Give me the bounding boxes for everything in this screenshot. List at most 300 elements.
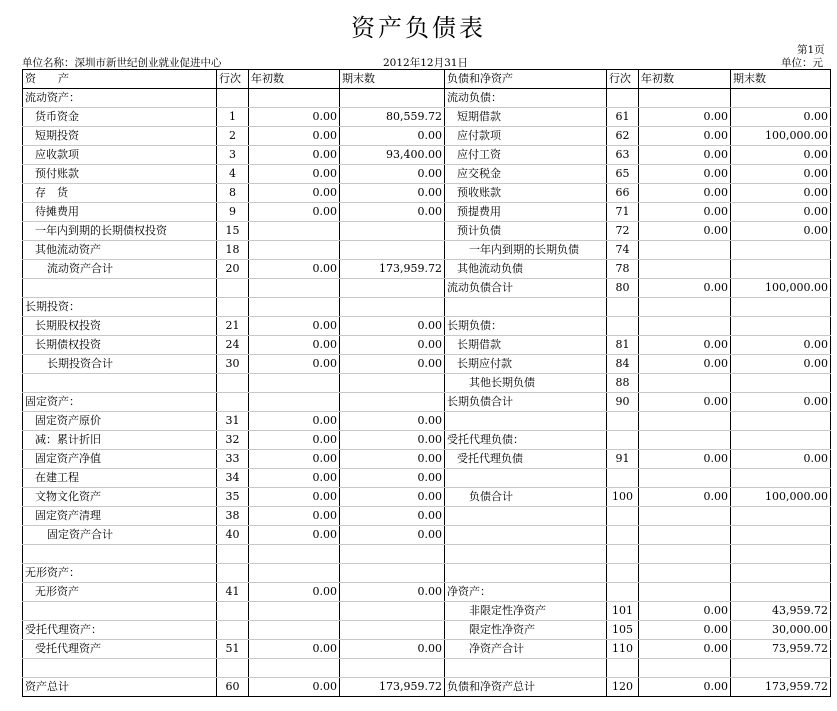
asset-row-no	[217, 564, 249, 583]
header-row-no-right: 行次	[607, 70, 639, 89]
table-header-row	[23, 70, 831, 89]
table-row	[23, 659, 831, 678]
table-row	[23, 640, 831, 659]
liability-begin: 0.00	[639, 108, 731, 127]
asset-end: 0.00	[340, 640, 445, 659]
asset-begin	[249, 564, 340, 583]
asset-begin: 0.00	[249, 184, 340, 203]
asset-end: 173,959.72	[340, 678, 445, 697]
page-number: 第1页	[797, 44, 825, 56]
asset-row-no	[217, 374, 249, 393]
table-row	[23, 279, 831, 298]
asset-row-no: 9	[217, 203, 249, 222]
header-end: 期末数	[340, 70, 445, 89]
asset-row-no: 21	[217, 317, 249, 336]
asset-begin: 0.00	[249, 431, 340, 450]
liability-end: 0.00	[731, 146, 831, 165]
asset-name: 长期投资：	[23, 298, 217, 317]
table-row	[23, 165, 831, 184]
liability-name: 一年内到期的长期负债	[445, 241, 607, 260]
asset-name: 无形资产	[23, 583, 217, 602]
asset-name: 货币资金	[23, 108, 217, 127]
asset-name: 一年内到期的长期债权投资	[23, 222, 217, 241]
asset-begin	[249, 621, 340, 640]
header-liability: 负债和净资产	[445, 70, 607, 89]
asset-name: 流动资产合计	[23, 260, 217, 279]
report-title: 资产负债表	[351, 14, 486, 42]
liability-name: 净资产合计	[445, 640, 607, 659]
asset-row-no	[217, 659, 249, 678]
liability-begin: 0.00	[639, 165, 731, 184]
table-row	[23, 108, 831, 127]
liability-begin: 0.00	[639, 203, 731, 222]
liability-name: 长期应付款	[445, 355, 607, 374]
table-row	[23, 241, 831, 260]
liability-end: 0.00	[731, 336, 831, 355]
liability-end: 0.00	[731, 450, 831, 469]
asset-end: 0.00	[340, 526, 445, 545]
asset-row-no: 1	[217, 108, 249, 127]
asset-row-no: 51	[217, 640, 249, 659]
asset-end: 173,959.72	[340, 260, 445, 279]
asset-begin: 0.00	[249, 203, 340, 222]
liability-begin	[639, 298, 731, 317]
liability-name: 流动负债：	[445, 89, 607, 108]
asset-begin: 0.00	[249, 317, 340, 336]
asset-begin: 0.00	[249, 583, 340, 602]
header-begin: 年初数	[249, 70, 340, 89]
asset-begin	[249, 393, 340, 412]
liability-row-no: 84	[607, 355, 639, 374]
asset-begin: 0.00	[249, 488, 340, 507]
asset-end: 93,400.00	[340, 146, 445, 165]
balance-sheet-table	[22, 69, 831, 697]
liability-end: 30,000.00	[731, 621, 831, 640]
liability-begin: 0.00	[639, 184, 731, 203]
table-row	[23, 260, 831, 279]
table-row	[23, 450, 831, 469]
table-row	[23, 222, 831, 241]
liability-begin: 0.00	[639, 602, 731, 621]
liability-begin: 0.00	[639, 336, 731, 355]
liability-begin: 0.00	[639, 621, 731, 640]
liability-end	[731, 317, 831, 336]
asset-row-no: 4	[217, 165, 249, 184]
asset-begin	[249, 298, 340, 317]
asset-name: 长期债权投资	[23, 336, 217, 355]
liability-row-no	[607, 469, 639, 488]
liability-begin	[639, 469, 731, 488]
asset-end: 0.00	[340, 469, 445, 488]
asset-end	[340, 545, 445, 564]
asset-row-no: 24	[217, 336, 249, 355]
liability-row-no: 78	[607, 260, 639, 279]
liability-row-no	[607, 659, 639, 678]
table-row	[23, 298, 831, 317]
asset-end: 0.00	[340, 412, 445, 431]
asset-row-no	[217, 545, 249, 564]
liability-begin	[639, 526, 731, 545]
liability-end	[731, 659, 831, 678]
asset-end: 80,559.72	[340, 108, 445, 127]
liability-begin: 0.00	[639, 222, 731, 241]
asset-begin: 0.00	[249, 127, 340, 146]
liability-row-no: 81	[607, 336, 639, 355]
asset-row-no: 60	[217, 678, 249, 697]
asset-begin: 0.00	[249, 412, 340, 431]
liability-row-no: 90	[607, 393, 639, 412]
asset-end: 0.00	[340, 507, 445, 526]
asset-begin	[249, 659, 340, 678]
asset-name	[23, 374, 217, 393]
liability-name: 短期借款	[445, 108, 607, 127]
asset-end	[340, 89, 445, 108]
liability-begin: 0.00	[639, 678, 731, 697]
asset-row-no: 40	[217, 526, 249, 545]
liability-begin	[639, 431, 731, 450]
liability-name: 负债和净资产总计	[445, 678, 607, 697]
liability-row-no: 100	[607, 488, 639, 507]
asset-name: 预付账款	[23, 165, 217, 184]
asset-name	[23, 279, 217, 298]
asset-row-no	[217, 279, 249, 298]
liability-name: 预提费用	[445, 203, 607, 222]
asset-name: 长期投资合计	[23, 355, 217, 374]
liability-end: 0.00	[731, 203, 831, 222]
liability-end: 100,000.00	[731, 488, 831, 507]
asset-name: 流动资产：	[23, 89, 217, 108]
asset-begin	[249, 279, 340, 298]
asset-row-no: 32	[217, 431, 249, 450]
asset-name	[23, 602, 217, 621]
table-row	[23, 526, 831, 545]
asset-row-no: 20	[217, 260, 249, 279]
liability-row-no	[607, 545, 639, 564]
liability-name	[445, 545, 607, 564]
asset-end	[340, 279, 445, 298]
header-row-no: 行次	[217, 70, 249, 89]
liability-end	[731, 431, 831, 450]
liability-end: 0.00	[731, 222, 831, 241]
table-row	[23, 431, 831, 450]
table-row	[23, 545, 831, 564]
liability-row-no: 66	[607, 184, 639, 203]
liability-begin	[639, 583, 731, 602]
asset-name: 固定资产：	[23, 393, 217, 412]
liability-end: 73,959.72	[731, 640, 831, 659]
liability-end: 0.00	[731, 393, 831, 412]
asset-end: 0.00	[340, 583, 445, 602]
liability-name: 应交税金	[445, 165, 607, 184]
liability-end	[731, 564, 831, 583]
liability-name: 非限定性净资产	[445, 602, 607, 621]
report-date: 2012年12月31日	[383, 57, 468, 69]
liability-end	[731, 412, 831, 431]
asset-name: 固定资产合计	[23, 526, 217, 545]
liability-row-no: 62	[607, 127, 639, 146]
asset-end: 0.00	[340, 450, 445, 469]
asset-begin	[249, 241, 340, 260]
liability-row-no	[607, 564, 639, 583]
liability-end: 0.00	[731, 355, 831, 374]
liability-end: 100,000.00	[731, 279, 831, 298]
asset-begin	[249, 374, 340, 393]
asset-row-no: 15	[217, 222, 249, 241]
liability-name	[445, 526, 607, 545]
liability-begin	[639, 564, 731, 583]
liability-begin: 0.00	[639, 393, 731, 412]
liability-row-no: 101	[607, 602, 639, 621]
table-row	[23, 602, 831, 621]
liability-name: 长期负债合计	[445, 393, 607, 412]
liability-row-no: 88	[607, 374, 639, 393]
asset-begin: 0.00	[249, 450, 340, 469]
table-row	[23, 564, 831, 583]
table-row	[23, 146, 831, 165]
liability-begin: 0.00	[639, 450, 731, 469]
table-row	[23, 621, 831, 640]
liability-row-no: 110	[607, 640, 639, 659]
liability-begin	[639, 507, 731, 526]
liability-end	[731, 374, 831, 393]
liability-end: 0.00	[731, 108, 831, 127]
asset-end	[340, 602, 445, 621]
asset-end: 0.00	[340, 203, 445, 222]
liability-begin	[639, 545, 731, 564]
liability-end	[731, 241, 831, 260]
asset-end	[340, 374, 445, 393]
liability-begin	[639, 89, 731, 108]
liability-begin: 0.00	[639, 146, 731, 165]
table-row	[23, 412, 831, 431]
asset-name: 其他流动资产	[23, 241, 217, 260]
liability-name: 其他长期负债	[445, 374, 607, 393]
asset-name	[23, 659, 217, 678]
asset-name: 受托代理资产	[23, 640, 217, 659]
asset-row-no	[217, 298, 249, 317]
liability-end: 0.00	[731, 165, 831, 184]
table-row	[23, 317, 831, 336]
table-row	[23, 127, 831, 146]
table-row	[23, 374, 831, 393]
header-begin-right: 年初数	[639, 70, 731, 89]
asset-end: 0.00	[340, 431, 445, 450]
asset-end	[340, 564, 445, 583]
asset-row-no: 8	[217, 184, 249, 203]
liability-name: 应付工资	[445, 146, 607, 165]
liability-end	[731, 260, 831, 279]
liability-begin	[639, 412, 731, 431]
asset-end: 0.00	[340, 336, 445, 355]
liability-row-no	[607, 526, 639, 545]
liability-name	[445, 469, 607, 488]
liability-begin: 0.00	[639, 355, 731, 374]
liability-name: 净资产：	[445, 583, 607, 602]
asset-begin: 0.00	[249, 146, 340, 165]
asset-name	[23, 545, 217, 564]
table-row	[23, 507, 831, 526]
asset-begin: 0.00	[249, 526, 340, 545]
asset-row-no	[217, 89, 249, 108]
liability-name: 负债合计	[445, 488, 607, 507]
asset-begin	[249, 222, 340, 241]
liability-end	[731, 89, 831, 108]
asset-name: 在建工程	[23, 469, 217, 488]
asset-name: 固定资产净值	[23, 450, 217, 469]
table-row	[23, 488, 831, 507]
liability-row-no	[607, 583, 639, 602]
liability-row-no	[607, 431, 639, 450]
asset-end	[340, 222, 445, 241]
asset-row-no: 34	[217, 469, 249, 488]
liability-row-no: 105	[607, 621, 639, 640]
liability-begin	[639, 374, 731, 393]
asset-begin	[249, 545, 340, 564]
asset-name: 存 货	[23, 184, 217, 203]
header-end-right: 期末数	[731, 70, 831, 89]
liability-end	[731, 583, 831, 602]
liability-name: 受托代理负债	[445, 450, 607, 469]
liability-begin: 0.00	[639, 640, 731, 659]
table-row	[23, 678, 831, 697]
asset-name: 固定资产清理	[23, 507, 217, 526]
asset-end: 0.00	[340, 317, 445, 336]
asset-row-no: 33	[217, 450, 249, 469]
asset-begin: 0.00	[249, 640, 340, 659]
asset-row-no	[217, 393, 249, 412]
liability-end: 173,959.72	[731, 678, 831, 697]
asset-begin: 0.00	[249, 469, 340, 488]
liability-end: 100,000.00	[731, 127, 831, 146]
liability-begin	[639, 260, 731, 279]
liability-name: 预收账款	[445, 184, 607, 203]
liability-end	[731, 469, 831, 488]
liability-begin	[639, 317, 731, 336]
asset-end	[340, 241, 445, 260]
asset-name: 文物文化资产	[23, 488, 217, 507]
asset-row-no: 30	[217, 355, 249, 374]
asset-begin: 0.00	[249, 108, 340, 127]
liability-row-no: 91	[607, 450, 639, 469]
asset-end	[340, 621, 445, 640]
asset-begin: 0.00	[249, 165, 340, 184]
asset-row-no	[217, 602, 249, 621]
liability-name: 流动负债合计	[445, 279, 607, 298]
asset-end: 0.00	[340, 165, 445, 184]
liability-name: 受托代理负债：	[445, 431, 607, 450]
asset-begin	[249, 89, 340, 108]
liability-begin: 0.00	[639, 279, 731, 298]
asset-name: 受托代理资产：	[23, 621, 217, 640]
liability-end: 0.00	[731, 184, 831, 203]
liability-name: 预计负债	[445, 222, 607, 241]
asset-name: 无形资产：	[23, 564, 217, 583]
liability-name	[445, 564, 607, 583]
liability-name: 长期负债：	[445, 317, 607, 336]
table-row	[23, 393, 831, 412]
liability-row-no: 80	[607, 279, 639, 298]
liability-end	[731, 545, 831, 564]
liability-row-no: 63	[607, 146, 639, 165]
asset-end: 0.00	[340, 184, 445, 203]
liability-name: 应付款项	[445, 127, 607, 146]
liability-begin	[639, 241, 731, 260]
table-row	[23, 469, 831, 488]
liability-begin: 0.00	[639, 127, 731, 146]
liability-row-no: 72	[607, 222, 639, 241]
table-row	[23, 184, 831, 203]
asset-begin: 0.00	[249, 678, 340, 697]
liability-end	[731, 526, 831, 545]
unit-name: 单位名称：深圳市新世纪创业就业促进中心	[22, 57, 222, 69]
asset-begin: 0.00	[249, 260, 340, 279]
asset-name: 资产总计	[23, 678, 217, 697]
liability-row-no: 65	[607, 165, 639, 184]
asset-row-no: 3	[217, 146, 249, 165]
asset-begin: 0.00	[249, 336, 340, 355]
liability-row-no: 74	[607, 241, 639, 260]
asset-begin: 0.00	[249, 507, 340, 526]
liability-row-no: 120	[607, 678, 639, 697]
table-row	[23, 355, 831, 374]
asset-begin: 0.00	[249, 355, 340, 374]
asset-row-no: 18	[217, 241, 249, 260]
liability-name	[445, 659, 607, 678]
asset-row-no: 41	[217, 583, 249, 602]
asset-begin	[249, 602, 340, 621]
liability-end	[731, 507, 831, 526]
asset-end	[340, 298, 445, 317]
table-row	[23, 203, 831, 222]
liability-name: 其他流动负债	[445, 260, 607, 279]
liability-row-no: 61	[607, 108, 639, 127]
liability-row-no	[607, 317, 639, 336]
table-row	[23, 583, 831, 602]
liability-row-no	[607, 298, 639, 317]
asset-name: 固定资产原价	[23, 412, 217, 431]
asset-row-no: 35	[217, 488, 249, 507]
liability-name: 长期借款	[445, 336, 607, 355]
asset-row-no: 2	[217, 127, 249, 146]
table-row	[23, 336, 831, 355]
liability-row-no	[607, 507, 639, 526]
asset-name: 长期股权投资	[23, 317, 217, 336]
asset-end: 0.00	[340, 488, 445, 507]
asset-name: 短期投资	[23, 127, 217, 146]
liability-end	[731, 298, 831, 317]
liability-name	[445, 507, 607, 526]
asset-row-no: 31	[217, 412, 249, 431]
liability-begin	[639, 659, 731, 678]
asset-name: 待摊费用	[23, 203, 217, 222]
asset-end: 0.00	[340, 127, 445, 146]
asset-end	[340, 393, 445, 412]
liability-begin: 0.00	[639, 488, 731, 507]
table-row	[23, 89, 831, 108]
asset-name: 应收款项	[23, 146, 217, 165]
asset-row-no	[217, 621, 249, 640]
liability-name	[445, 412, 607, 431]
liability-end: 43,959.72	[731, 602, 831, 621]
liability-row-no: 71	[607, 203, 639, 222]
currency-unit: 单位：元	[781, 57, 823, 69]
liability-name	[445, 298, 607, 317]
header-asset: 资 产	[23, 70, 217, 89]
asset-end	[340, 659, 445, 678]
asset-name: 减：累计折旧	[23, 431, 217, 450]
liability-row-no	[607, 412, 639, 431]
liability-row-no	[607, 89, 639, 108]
